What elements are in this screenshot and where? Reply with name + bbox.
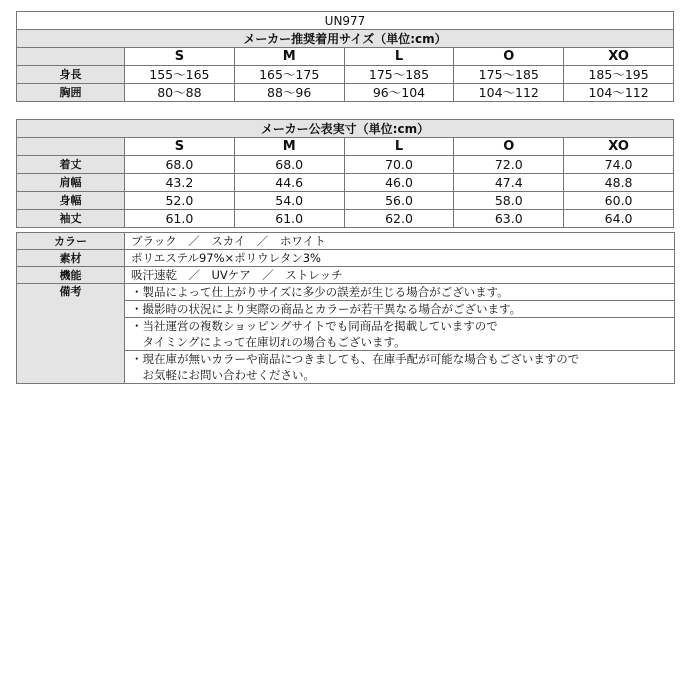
cell: 74.0 (564, 156, 674, 174)
table-row (17, 210, 674, 228)
cell: 68.0 (125, 156, 235, 174)
note-line: ・撮影時の状況により実際の商品とカラーが若干異なる場合がございます。 (125, 301, 675, 318)
size-l: L (344, 138, 454, 156)
notes-label: 備考 (17, 284, 125, 384)
note-line: ・当社運営の複数ショッピングサイトでも同商品を掲載していますので (125, 318, 675, 335)
row-label: 袖丈 (17, 210, 125, 228)
table-row (17, 66, 674, 84)
note-line: ・製品によって仕上がりサイズに多少の誤差が生じる場合がございます。 (125, 284, 675, 301)
recommended-size-table (16, 11, 674, 102)
size-s: S (125, 48, 235, 66)
cell: 54.0 (234, 192, 344, 210)
note-line: タイミングによって在庫切れの場合もございます。 (125, 334, 675, 351)
info-row-notes (17, 284, 675, 301)
cell: 63.0 (454, 210, 564, 228)
corner-cell (17, 138, 125, 156)
cell: 46.0 (344, 174, 454, 192)
cell: 61.0 (125, 210, 235, 228)
cell: 68.0 (234, 156, 344, 174)
info-row-material (17, 250, 675, 267)
cell: 80〜88 (125, 84, 235, 102)
actual-size-table (16, 119, 674, 228)
actual-title: メーカー公表実寸（単位:cm） (17, 120, 674, 138)
cell: 72.0 (454, 156, 564, 174)
row-label: 身幅 (17, 192, 125, 210)
cell: 104〜112 (454, 84, 564, 102)
cell: 60.0 (564, 192, 674, 210)
cell: 47.4 (454, 174, 564, 192)
product-info-table (16, 232, 675, 384)
row-label: 胸囲 (17, 84, 125, 102)
table-row (17, 156, 674, 174)
size-o: O (454, 138, 564, 156)
cell: 56.0 (344, 192, 454, 210)
function-value: 吸汗速乾 ／ UVケア ／ ストレッチ (125, 267, 675, 284)
info-row-color (17, 233, 675, 250)
size-header-row (17, 48, 674, 66)
table-row (17, 174, 674, 192)
cell: 48.8 (564, 174, 674, 192)
cell: 175〜185 (454, 66, 564, 84)
product-code: UN977 (17, 12, 674, 30)
recommended-title: メーカー推奨着用サイズ（単位:cm） (17, 30, 674, 48)
cell: 43.2 (125, 174, 235, 192)
row-label: 着丈 (17, 156, 125, 174)
size-xo: XO (564, 48, 674, 66)
size-l: L (344, 48, 454, 66)
cell: 64.0 (564, 210, 674, 228)
color-value: ブラック ／ スカイ ／ ホワイト (125, 233, 675, 250)
cell: 88〜96 (234, 84, 344, 102)
cell: 44.6 (234, 174, 344, 192)
size-m: M (234, 48, 344, 66)
cell: 165〜175 (234, 66, 344, 84)
cell: 104〜112 (564, 84, 674, 102)
size-xo: XO (564, 138, 674, 156)
cell: 96〜104 (344, 84, 454, 102)
cell: 70.0 (344, 156, 454, 174)
corner-cell (17, 48, 125, 66)
cell: 185〜195 (564, 66, 674, 84)
size-header-row (17, 138, 674, 156)
size-m: M (234, 138, 344, 156)
note-line: ・現在庫が無いカラーや商品につきましても、在庫手配が可能な場合もございますので (125, 351, 675, 368)
cell: 175〜185 (344, 66, 454, 84)
row-label: 肩幅 (17, 174, 125, 192)
table-row (17, 192, 674, 210)
size-s: S (125, 138, 235, 156)
color-label: カラー (17, 233, 125, 250)
material-value: ポリエステル97%×ポリウレタン3% (125, 250, 675, 267)
info-row-function (17, 267, 675, 284)
cell: 61.0 (234, 210, 344, 228)
material-label: 素材 (17, 250, 125, 267)
cell: 52.0 (125, 192, 235, 210)
note-line: お気軽にお問い合わせください。 (125, 367, 675, 384)
cell: 155〜165 (125, 66, 235, 84)
table-row (17, 84, 674, 102)
size-o: O (454, 48, 564, 66)
row-label: 身長 (17, 66, 125, 84)
cell: 58.0 (454, 192, 564, 210)
cell: 62.0 (344, 210, 454, 228)
function-label: 機能 (17, 267, 125, 284)
